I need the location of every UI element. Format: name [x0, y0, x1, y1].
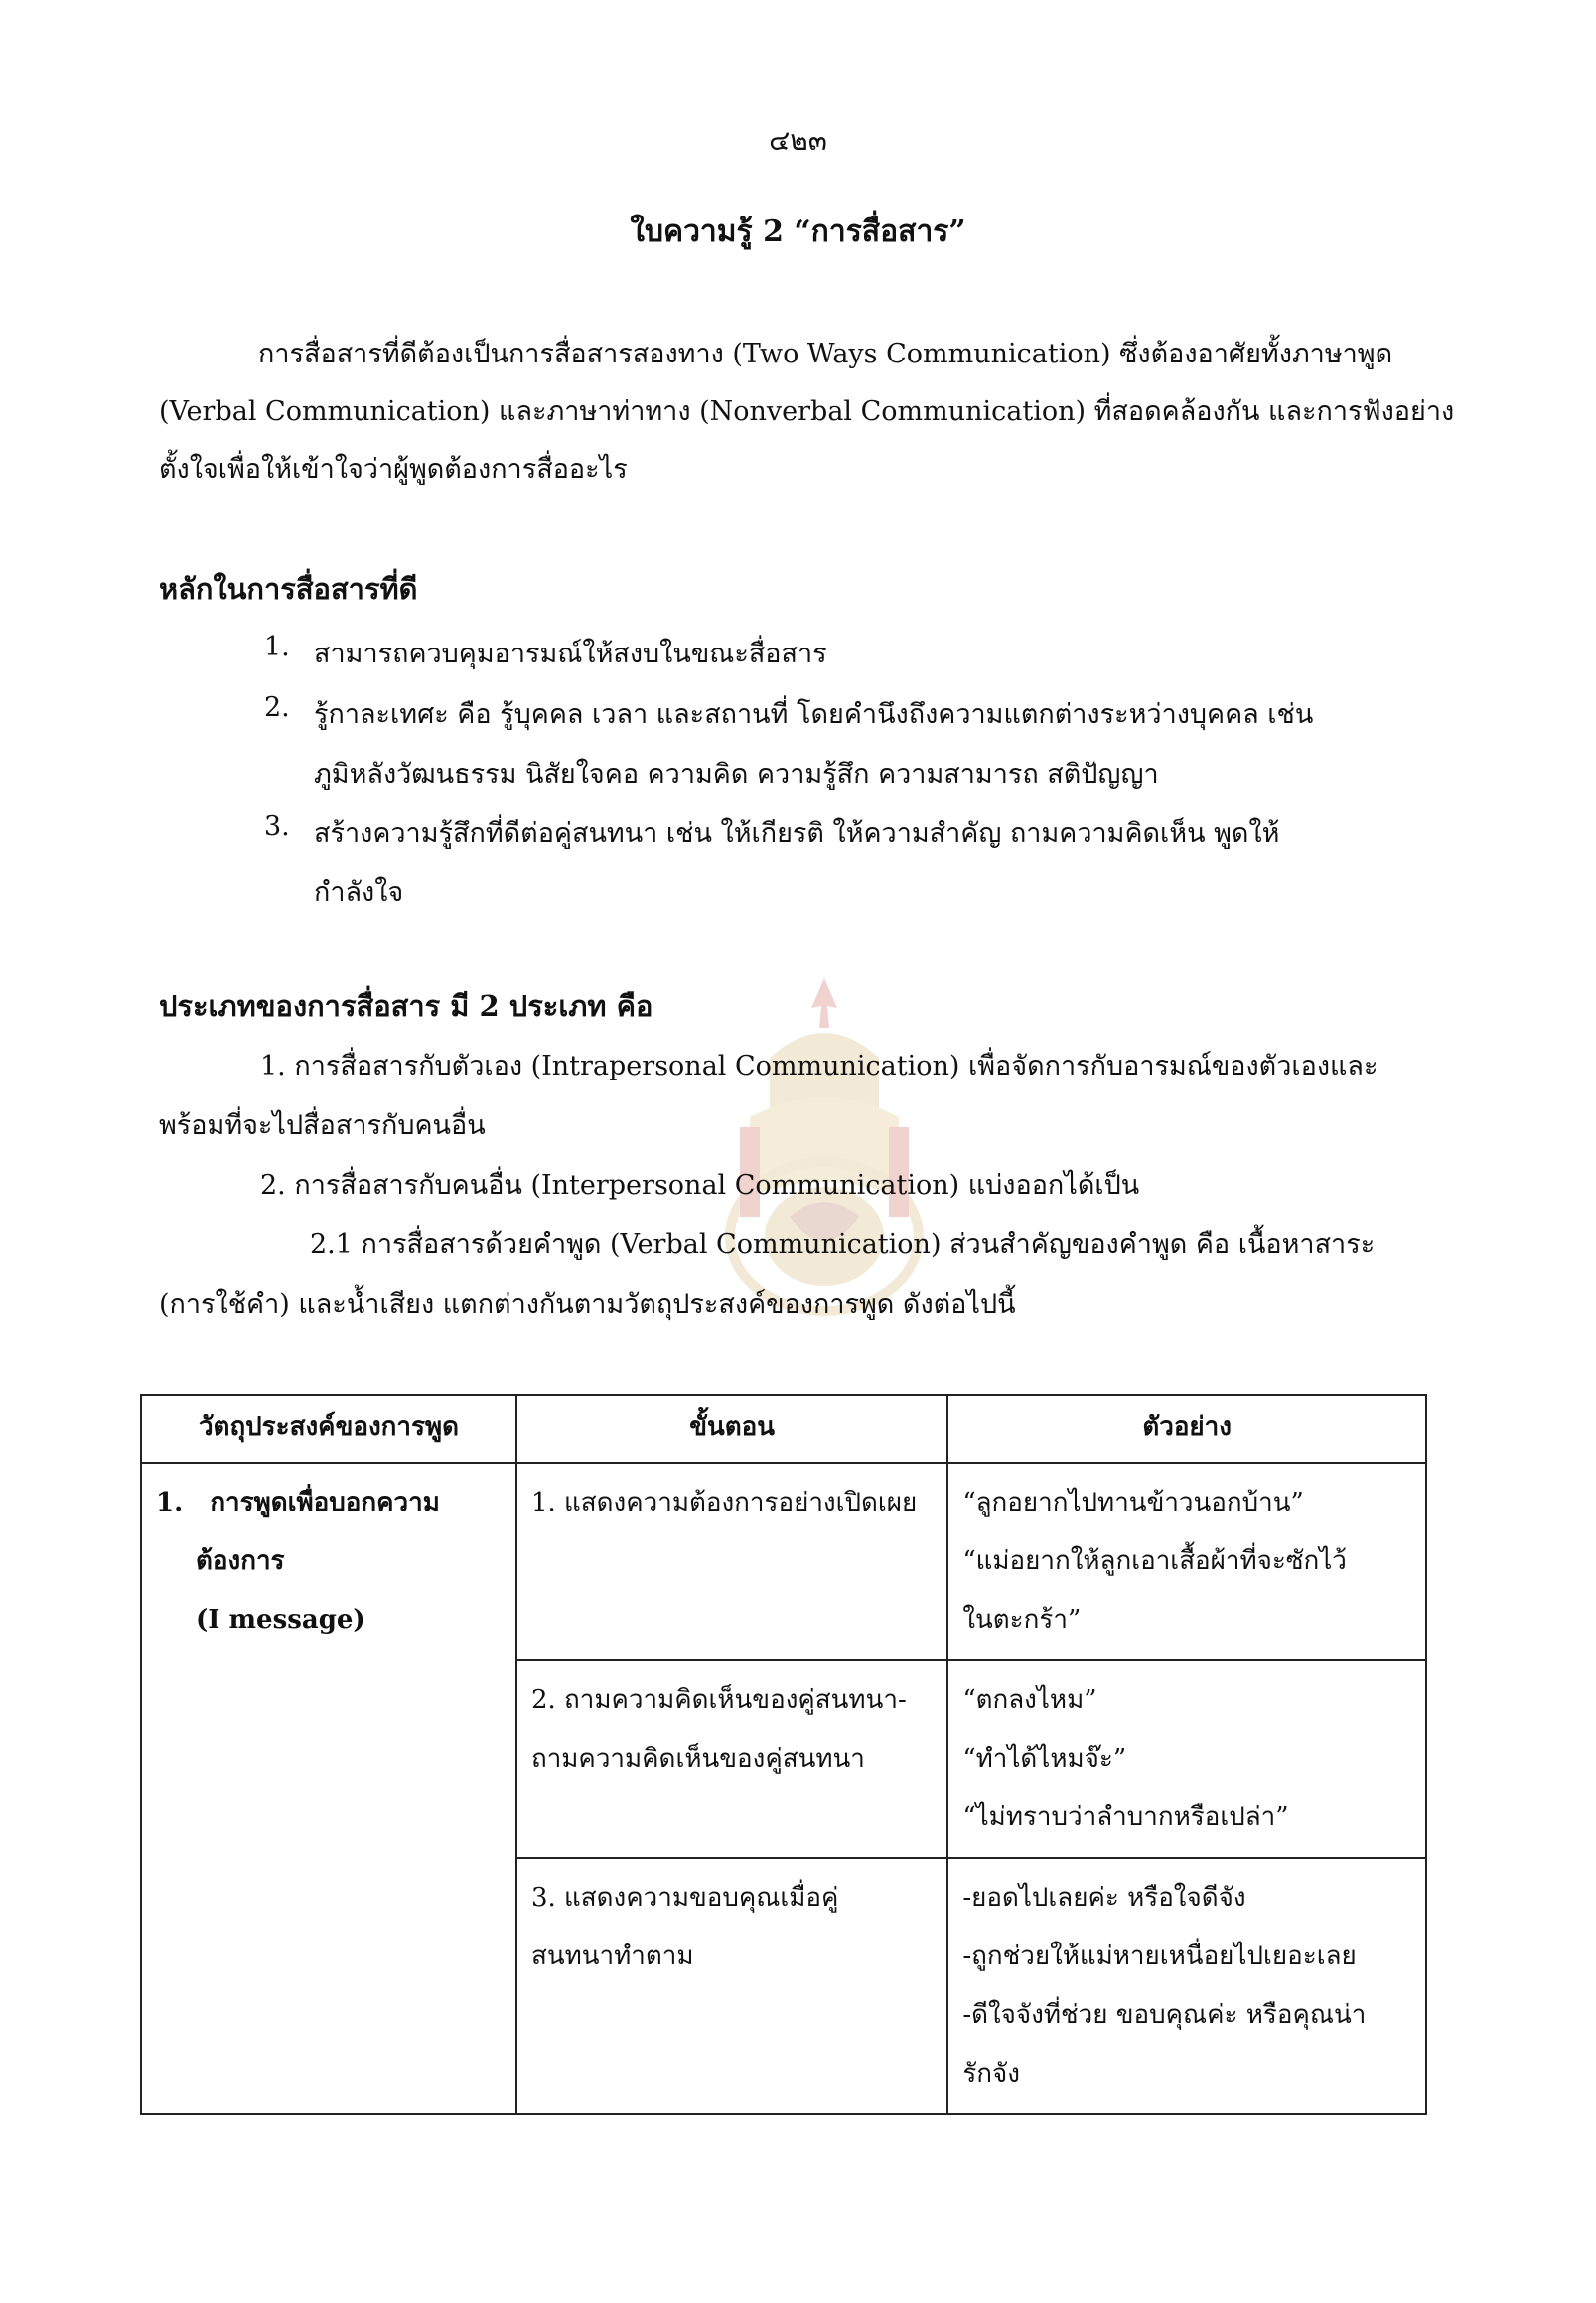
example-cell [947, 1463, 1426, 1660]
step-line: 2. ถามความคิดเห็นของคู่สนทนา- [530, 1685, 907, 1715]
type-1-line: พร้อมที่จะไปสื่อสารกับคนอื่น [159, 1110, 486, 1141]
table-row [141, 1463, 1426, 1660]
example-line: ในตะกร้า” [962, 1605, 1082, 1635]
example-cell [947, 1660, 1426, 1858]
list-item-text: รู้กาละเทศะ คือ รู้บุคคล เวลา และสถานที่ โดยคำนึงถึงความแตกต่างระหว่างบุคคล เช่น [314, 699, 1314, 730]
step-line: 1. แสดงความต้องการอย่างเปิดเผย [530, 1488, 918, 1517]
table-header-examples: ตัวอย่าง [947, 1395, 1426, 1463]
list-number: 2. [264, 692, 290, 723]
purpose-number: 1. [156, 1488, 184, 1517]
table-header-row [141, 1395, 1426, 1463]
intro-line: การสื่อสารที่ดีต้องเป็นการสื่อสารสองทาง (Two Ways Communication) ซึ่งต้องอาศัยทั้งภาษาพูด [258, 339, 1393, 369]
school-emblem-watermark [710, 968, 939, 1326]
purpose-cell [141, 1463, 516, 2114]
step-line: สนทนาทำตาม [530, 1942, 694, 1971]
step-line: ถามความคิดเห็นของคู่สนทนา [530, 1744, 865, 1774]
purpose-line [156, 1474, 502, 1532]
example-line: รักจัง [962, 2059, 1020, 2088]
example-line: “แม่อยากให้ลูกเอาเสื้อผ้าที่จะซักไว้ [962, 1546, 1347, 1576]
example-line: “ตกลงไหม” [962, 1685, 1097, 1715]
type-2-line: 2. การสื่อสารกับคนอื่น (Interpersonal Communication) แบ่งออกได้เป็น [260, 1170, 1140, 1201]
list-number: 3. [264, 811, 290, 842]
list-item-text: สามารถควบคุมอารมณ์ให้สงบในขณะสื่อสาร [314, 639, 827, 669]
example-line: “ไม่ทราบว่าลำบากหรือเปล่า” [962, 1802, 1289, 1832]
step-cell [516, 1858, 947, 2114]
example-line: “ลูกอยากไปทานข้าวนอกบ้าน” [962, 1488, 1304, 1517]
purpose-line: ต้องการ [196, 1546, 285, 1576]
example-line: “ทำได้ไหมจ๊ะ” [962, 1744, 1127, 1774]
step-cell [516, 1660, 947, 1858]
purpose-text: การพูดเพื่อบอกความ [210, 1488, 440, 1517]
step-line: 3. แสดงความขอบคุณเมื่อคู่ [530, 1883, 839, 1913]
purpose-line: (I message) [196, 1605, 365, 1635]
table-header-purpose: วัตถุประสงค์ของการพูด [141, 1395, 516, 1463]
section-heading-types: ประเภทของการสื่อสาร มี 2 ประเภท คือ [159, 989, 653, 1023]
page-number: ๔๒๓ [769, 124, 827, 157]
list-item-text: กำลังใจ [314, 877, 404, 908]
list-item-text: สร้างความรู้สึกที่ดีต่อคู่สนทนา เช่น ให้เกียรติ ให้ความสำคัญ ถามความคิดเห็น พูดให้ [314, 818, 1280, 849]
list-number: 1. [264, 632, 290, 662]
example-line: -ดีใจจังที่ช่วย ขอบคุณค่ะ หรือคุณน่า [962, 2000, 1367, 2030]
intro-line: (Verbal Communication) และภาษาท่าทาง (Nonverbal Communication) ที่สอดคล้องกัน และการฟังอย่าง [159, 396, 1455, 427]
table-header-steps: ขั้นตอน [516, 1395, 947, 1463]
section-heading-principles: หลักในการสื่อสารที่ดี [159, 572, 418, 606]
speech-purpose-table [140, 1394, 1427, 2115]
example-line: -ยอดไปเลยค่ะ หรือใจดีจัง [962, 1883, 1246, 1913]
intro-line: ตั้งใจเพื่อให้เข้าใจว่าผู้พูดต้องการสื่ออะไร [159, 454, 628, 485]
type-1-line: 1. การสื่อสารกับตัวเอง (Intrapersonal Communication) เพื่อจัดการกับอารมณ์ของตัวเองและ [260, 1051, 1378, 1081]
list-item-text: ภูมิหลังวัฒนธรรม นิสัยใจคอ ความคิด ความรู้สึก ความสามารถ สติปัญญา [314, 759, 1159, 790]
page-title: ใบความรู้ 2 “การสื่อสาร” [630, 215, 966, 249]
type-2-1-line: 2.1 การสื่อสารด้วยคำพูด (Verbal Communication) ส่วนสำคัญของคำพูด คือ เนื้อหาสาระ [310, 1229, 1376, 1260]
type-2-1-line: (การใช้คำ) และน้ำเสียง แตกต่างกันตามวัตถุประสงค์ของการพูด ดังต่อไปนี้ [159, 1289, 1016, 1320]
example-cell [947, 1858, 1426, 2114]
step-cell [516, 1463, 947, 1660]
example-line: -ถูกช่วยให้แม่หายเหนื่อยไปเยอะเลย [962, 1942, 1357, 1971]
